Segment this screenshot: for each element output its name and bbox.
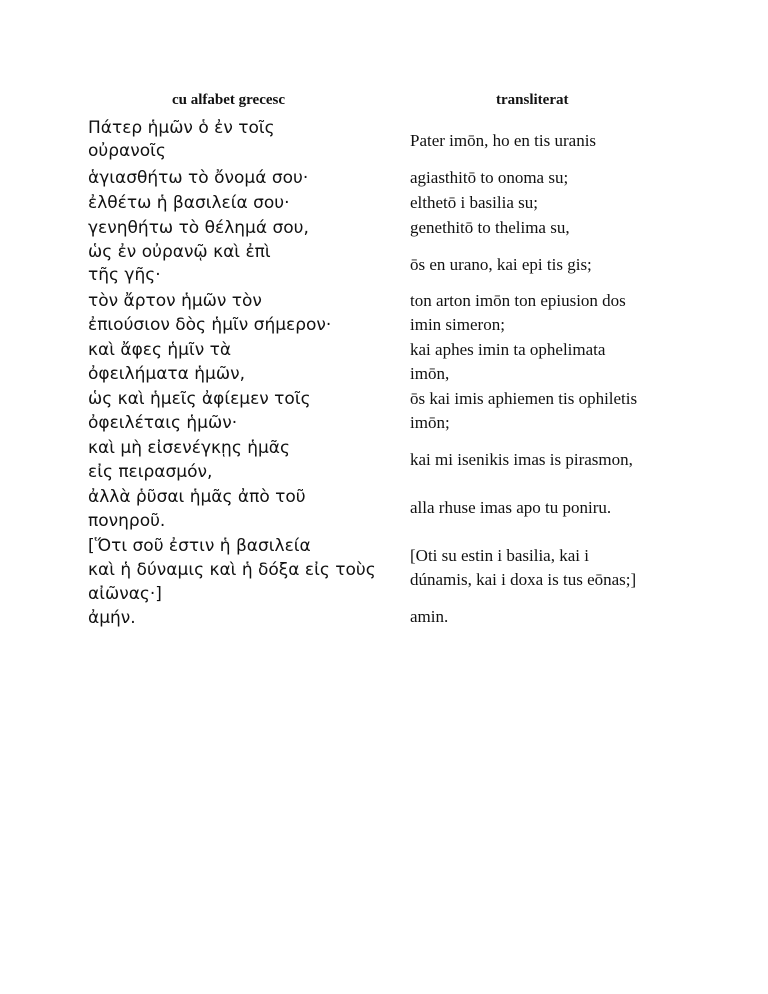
greek-line: ἐπιούσιον δὸς ἡμῖν σήμερον· bbox=[88, 315, 332, 335]
translit-line: [Oti su estin i basilia, kai i bbox=[410, 546, 589, 565]
greek-line: εἰς πειρασμόν, bbox=[88, 462, 213, 482]
translit-line: imin simeron; bbox=[410, 315, 505, 334]
greek-line: πονηροῦ. bbox=[88, 511, 166, 531]
greek-line: καὶ ἡ δύναμις καὶ ἡ δόξα εἰς τοὺς bbox=[88, 560, 376, 580]
translit-line: amin. bbox=[410, 607, 449, 626]
greek-line: ὡς ἐν οὐρανῷ καὶ ἐπὶ bbox=[88, 242, 271, 262]
greek-line: αἰῶνας·] bbox=[88, 584, 162, 604]
greek-line: γενηθήτω τὸ θέλημά σου, bbox=[88, 218, 309, 238]
translit-line: imōn; bbox=[410, 413, 450, 432]
translit-line: agiasthitō to onoma su; bbox=[410, 168, 569, 187]
greek-line: ὀφειλέταις ἡμῶν· bbox=[88, 413, 238, 433]
translit-line: dúnamis, kai i doxa is tus eōnas;] bbox=[410, 570, 637, 589]
translit-line: ton arton imōn ton epiusion dos bbox=[410, 291, 626, 310]
column-header-greek: cu alfabet grecesc bbox=[172, 92, 286, 108]
translit-line: ōs en urano, kai epi tis gis; bbox=[410, 255, 592, 274]
translit-line: kai mi isenikis imas is pirasmon, bbox=[410, 450, 633, 469]
greek-line: ἀλλὰ ῥῦσαι ἡμᾶς ἀπὸ τοῦ bbox=[88, 487, 306, 507]
greek-line: ὀφειλήματα ἡμῶν, bbox=[88, 364, 245, 384]
greek-line: καὶ ἄφες ἡμῖν τὰ bbox=[88, 340, 232, 360]
greek-line: τῆς γῆς· bbox=[88, 265, 161, 285]
greek-line: καὶ μὴ εἰσενέγκῃς ἡμᾶς bbox=[88, 438, 290, 458]
translit-line: kai aphes imin ta ophelimata bbox=[410, 340, 606, 359]
greek-line: ἀμήν. bbox=[88, 608, 136, 628]
greek-line: οὐρανοῖς bbox=[88, 141, 166, 161]
translit-line: imōn, bbox=[410, 364, 450, 383]
column-header-transliteration: transliterat bbox=[496, 92, 569, 108]
translit-line: genethitō to thelima su, bbox=[410, 218, 570, 237]
translit-line: ōs kai imis aphiemen tis ophiletis bbox=[410, 389, 638, 408]
greek-line: ὡς καὶ ἡμεῖς ἀφίεμεν τοῖς bbox=[88, 389, 311, 409]
greek-line: ἐλθέτω ἡ βασιλεία σου· bbox=[88, 193, 290, 213]
greek-line: Πάτερ ἡμῶν ὁ ἐν τοῖς bbox=[88, 118, 275, 138]
greek-line: [Ὅτι σοῦ ἐστιν ἡ βασιλεία bbox=[88, 536, 311, 556]
greek-line: ἁγιασθήτω τὸ ὄνομά σου· bbox=[88, 168, 309, 188]
translit-line: alla rhuse imas apo tu poniru. bbox=[410, 498, 612, 517]
translit-line: Pater imōn, ho en tis uranis bbox=[410, 131, 597, 150]
translit-line: elthetō i basilia su; bbox=[410, 193, 538, 212]
greek-line: τὸν ἄρτον ἡμῶν τὸν bbox=[88, 291, 262, 311]
